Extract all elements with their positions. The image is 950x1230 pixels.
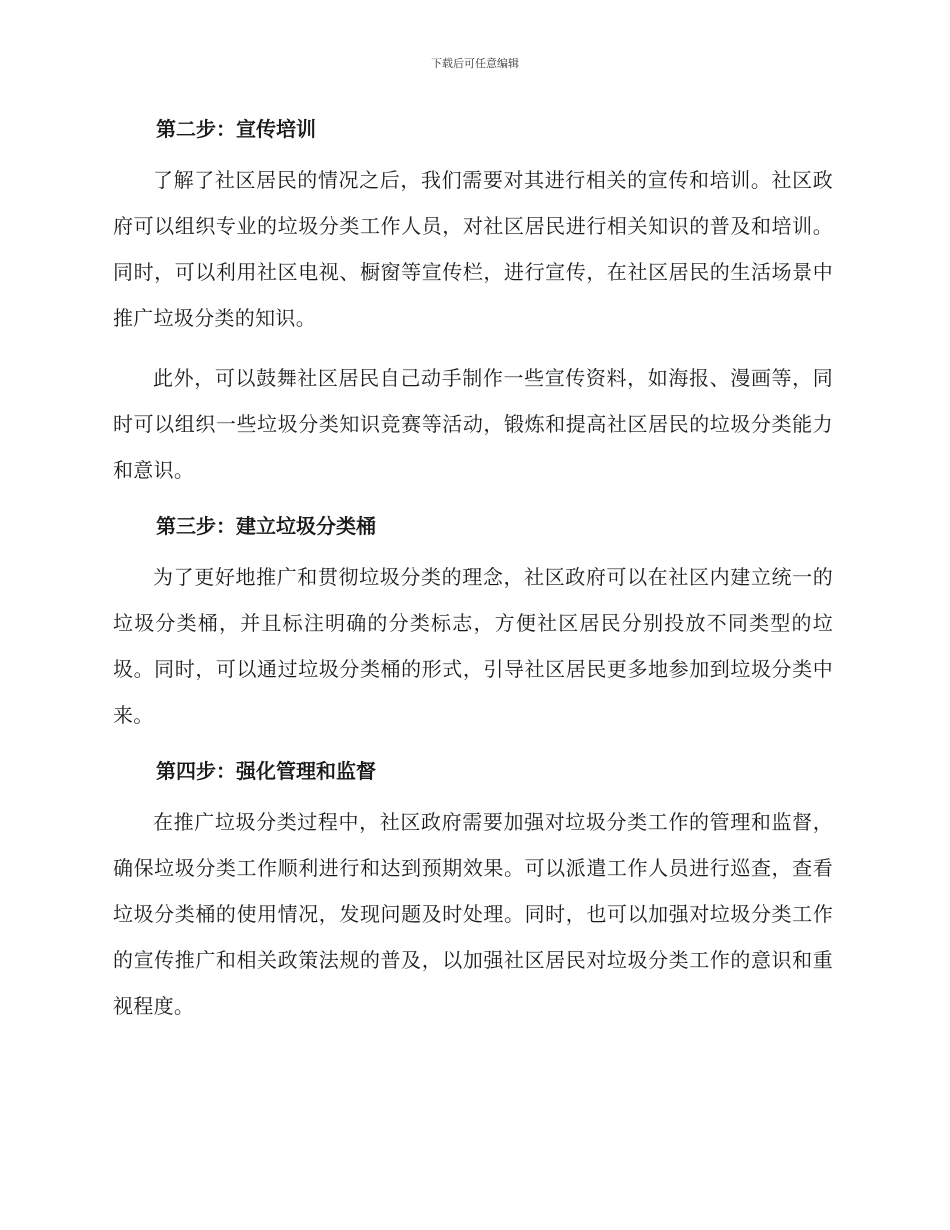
paragraph: 了解了社区居民的情况之后，我们需要对其进行相关的宣传和培训。社区政府可以组织专业的垃圾分类工作人员，对社区居民进行相关知识的普及和培训。同时，可以利用社区电视、橱窗等宣传栏，进行宣传，在社区居民的生活场景中推广垃圾分类的知识。 (113, 168, 833, 330)
section-heading: 第二步：宣传培训 (156, 117, 316, 141)
header-note: 下载后可任意编辑 (431, 57, 519, 70)
paragraph: 此外，可以鼓舞社区居民自己动手制作一些宣传资料，如海报、漫画等，同时可以组织一些垃圾分类知识竞赛等活动，锻炼和提高社区居民的垃圾分类能力和意识。 (113, 366, 833, 482)
paragraph: 为了更好地推广和贯彻垃圾分类的理念，社区政府可以在社区内建立统一的垃圾分类桶，并且标注明确的分类标志，方便社区居民分别投放不同类型的垃圾。同时，可以通过垃圾分类桶的形式，引导社区居民更多地参加到垃圾分类中来。 (113, 565, 833, 727)
section-heading: 第四步：强化管理和监督 (156, 759, 376, 783)
section-step-three (113, 507, 833, 738)
document-body (113, 110, 833, 1029)
section-step-two (113, 110, 833, 493)
paragraph: 在推广垃圾分类过程中，社区政府需要加强对垃圾分类工作的管理和监督，确保垃圾分类工作顺利进行和达到预期效果。可以派遣工作人员进行巡查，查看垃圾分类桶的使用情况，发现问题及时处理。同时，也可以加强对垃圾分类工作的宣传推广和相关政策法规的普及，以加强社区居民对垃圾分类工作的意识和重视程度。 (113, 810, 833, 1018)
section-step-four (113, 752, 833, 1029)
section-heading: 第三步：建立垃圾分类桶 (156, 514, 376, 538)
